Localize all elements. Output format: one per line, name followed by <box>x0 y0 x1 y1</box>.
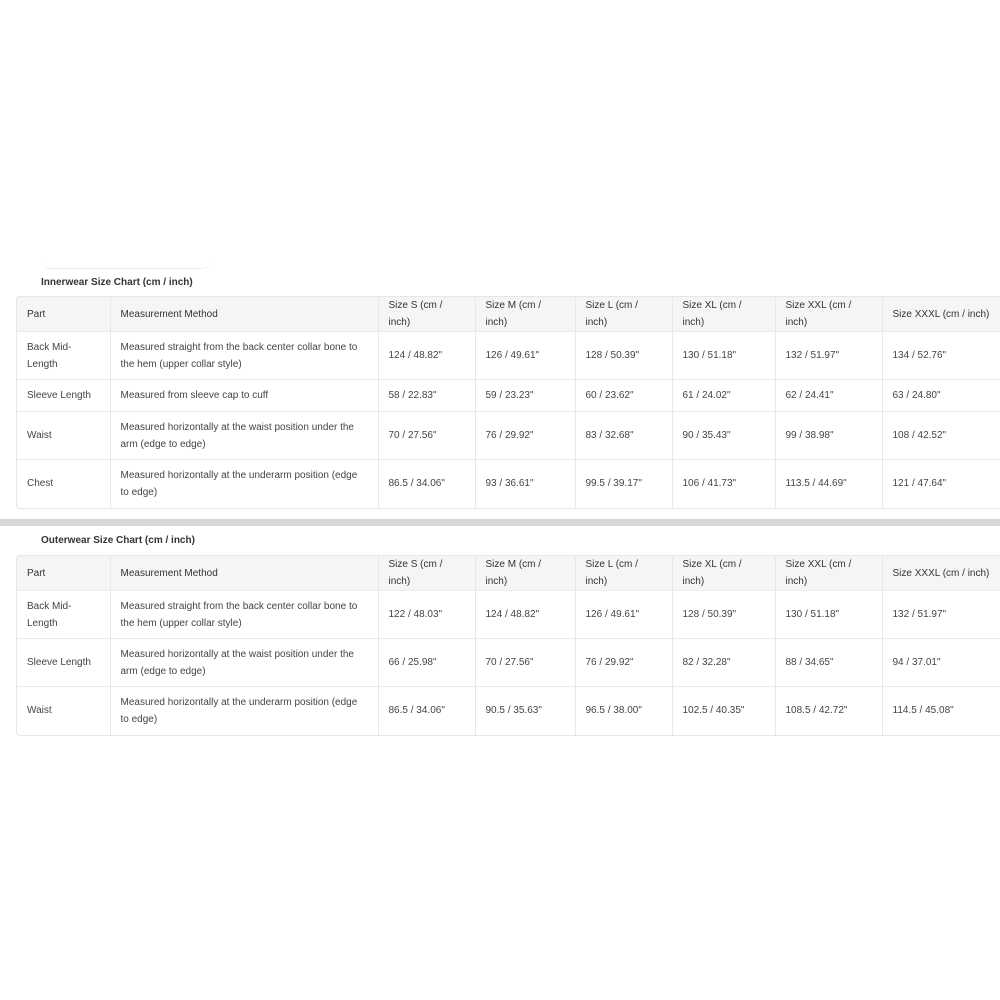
method-cell: Measured horizontally at the waist position under the arm (edge to edge) <box>110 639 378 687</box>
outerwear-header-row <box>17 556 1000 591</box>
size-value-cell: 62 / 24.41" <box>775 380 882 412</box>
size-value-cell: 102.5 / 40.35" <box>672 687 775 735</box>
size-value-cell: 70 / 27.56" <box>378 412 475 460</box>
size-value-cell: 90 / 35.43" <box>672 412 775 460</box>
outerwear-chart-title: Outerwear Size Chart (cm / inch) <box>41 535 195 546</box>
size-value-cell: 93 / 36.61" <box>475 460 575 508</box>
size-value-cell: 58 / 22.83" <box>378 380 475 412</box>
column-header: Size XXXL (cm / inch) <box>882 297 1000 332</box>
section-divider <box>0 519 1000 526</box>
size-value-cell: 124 / 48.82" <box>378 332 475 380</box>
column-header: Measurement Method <box>110 556 378 591</box>
table-row <box>17 639 1000 687</box>
part-cell: Sleeve Length <box>17 639 110 687</box>
size-value-cell: 108.5 / 42.72" <box>775 687 882 735</box>
size-value-cell: 60 / 23.62" <box>575 380 672 412</box>
size-value-cell: 66 / 25.98" <box>378 639 475 687</box>
column-header: Size M (cm / inch) <box>475 556 575 591</box>
size-value-cell: 128 / 50.39" <box>672 591 775 639</box>
size-value-cell: 121 / 47.64" <box>882 460 1000 508</box>
outerwear-size-table <box>17 556 1000 735</box>
table-row <box>17 687 1000 735</box>
part-cell: Waist <box>17 412 110 460</box>
table-row <box>17 380 1000 412</box>
size-value-cell: 82 / 32.28" <box>672 639 775 687</box>
innerwear-size-table <box>17 297 1000 508</box>
size-value-cell: 59 / 23.23" <box>475 380 575 412</box>
size-value-cell: 61 / 24.02" <box>672 380 775 412</box>
size-value-cell: 130 / 51.18" <box>672 332 775 380</box>
size-value-cell: 76 / 29.92" <box>475 412 575 460</box>
size-value-cell: 124 / 48.82" <box>475 591 575 639</box>
table-row <box>17 332 1000 380</box>
column-header: Part <box>17 556 110 591</box>
size-value-cell: 99.5 / 39.17" <box>575 460 672 508</box>
column-header: Size XL (cm / inch) <box>672 297 775 332</box>
size-value-cell: 86.5 / 34.06" <box>378 460 475 508</box>
size-value-cell: 126 / 49.61" <box>575 591 672 639</box>
method-cell: Measured horizontally at the waist position under the arm (edge to edge) <box>110 412 378 460</box>
size-value-cell: 128 / 50.39" <box>575 332 672 380</box>
size-value-cell: 94 / 37.01" <box>882 639 1000 687</box>
size-value-cell: 134 / 52.76" <box>882 332 1000 380</box>
size-value-cell: 114.5 / 45.08" <box>882 687 1000 735</box>
size-value-cell: 122 / 48.03" <box>378 591 475 639</box>
size-value-cell: 130 / 51.18" <box>775 591 882 639</box>
outerwear-table-container <box>16 555 1000 736</box>
column-header: Size XXL (cm / inch) <box>775 556 882 591</box>
size-value-cell: 106 / 41.73" <box>672 460 775 508</box>
part-cell: Back Mid-Length <box>17 332 110 380</box>
collapsed-panel-edge <box>42 250 210 269</box>
innerwear-chart-title: Innerwear Size Chart (cm / inch) <box>41 277 193 288</box>
size-value-cell: 132 / 51.97" <box>775 332 882 380</box>
part-cell: Back Mid-Length <box>17 591 110 639</box>
column-header: Size M (cm / inch) <box>475 297 575 332</box>
innerwear-header-row <box>17 297 1000 332</box>
method-cell: Measured from sleeve cap to cuff <box>110 380 378 412</box>
size-value-cell: 63 / 24.80" <box>882 380 1000 412</box>
column-header: Measurement Method <box>110 297 378 332</box>
column-header: Part <box>17 297 110 332</box>
column-header: Size S (cm / inch) <box>378 297 475 332</box>
column-header: Size XL (cm / inch) <box>672 556 775 591</box>
size-value-cell: 90.5 / 35.63" <box>475 687 575 735</box>
part-cell: Chest <box>17 460 110 508</box>
size-value-cell: 113.5 / 44.69" <box>775 460 882 508</box>
column-header: Size L (cm / inch) <box>575 297 672 332</box>
table-row <box>17 412 1000 460</box>
table-row <box>17 460 1000 508</box>
method-cell: Measured horizontally at the underarm position (edge to edge) <box>110 687 378 735</box>
size-value-cell: 88 / 34.65" <box>775 639 882 687</box>
column-header: Size XXL (cm / inch) <box>775 297 882 332</box>
method-cell: Measured horizontally at the underarm position (edge to edge) <box>110 460 378 508</box>
size-value-cell: 99 / 38.98" <box>775 412 882 460</box>
innerwear-table-container <box>16 296 1000 509</box>
size-value-cell: 76 / 29.92" <box>575 639 672 687</box>
part-cell: Waist <box>17 687 110 735</box>
size-value-cell: 83 / 32.68" <box>575 412 672 460</box>
size-value-cell: 126 / 49.61" <box>475 332 575 380</box>
size-value-cell: 86.5 / 34.06" <box>378 687 475 735</box>
column-header: Size XXXL (cm / inch) <box>882 556 1000 591</box>
size-value-cell: 132 / 51.97" <box>882 591 1000 639</box>
column-header: Size S (cm / inch) <box>378 556 475 591</box>
size-value-cell: 108 / 42.52" <box>882 412 1000 460</box>
size-value-cell: 96.5 / 38.00" <box>575 687 672 735</box>
size-value-cell: 70 / 27.56" <box>475 639 575 687</box>
method-cell: Measured straight from the back center collar bone to the hem (upper collar style) <box>110 332 378 380</box>
method-cell: Measured straight from the back center collar bone to the hem (upper collar style) <box>110 591 378 639</box>
table-row <box>17 591 1000 639</box>
column-header: Size L (cm / inch) <box>575 556 672 591</box>
part-cell: Sleeve Length <box>17 380 110 412</box>
